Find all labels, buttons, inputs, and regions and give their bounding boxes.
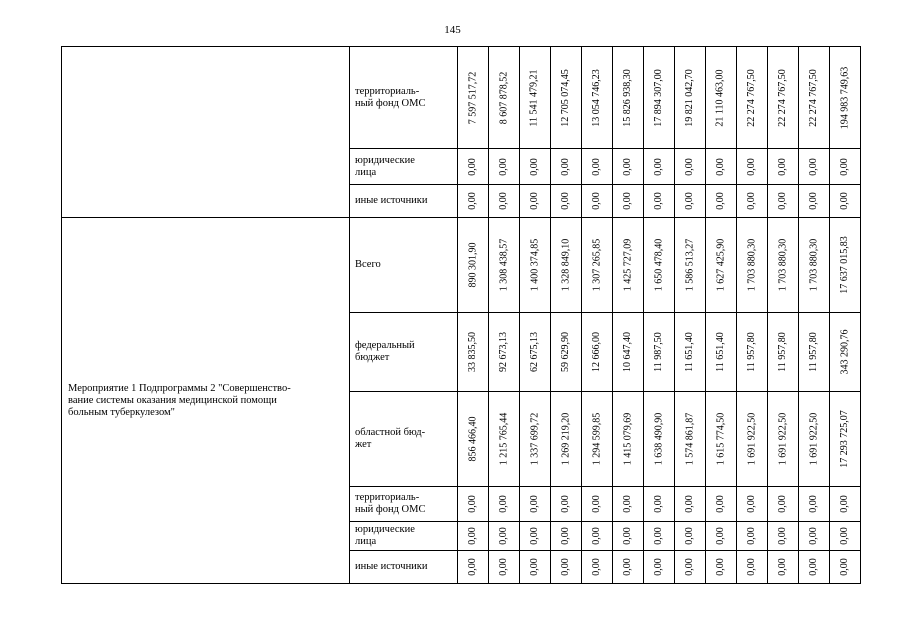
amount-value: 17 637 015,83 (839, 236, 850, 294)
amount-value: 8 607 878,52 (498, 71, 509, 124)
amount-value: 0,00 (622, 192, 633, 210)
amount-cell (675, 313, 706, 392)
amount-cell (551, 551, 582, 584)
amount-cell (582, 313, 613, 392)
amount-cell (613, 218, 644, 313)
amount-value: 11 541 479,21 (529, 68, 541, 127)
amount-value: 0,00 (839, 157, 850, 176)
amount-cell (551, 185, 582, 218)
amount-value: 0,00 (839, 192, 850, 210)
amount-cell (489, 392, 520, 487)
amount-value: 12 666,00 (591, 332, 602, 372)
amount-value: 890 301,90 (467, 242, 478, 288)
amount-value: 1 574 861,87 (684, 412, 695, 466)
funding-source-cell: иные источники (350, 551, 458, 584)
amount-cell (520, 551, 551, 584)
amount-value: 0,00 (591, 157, 602, 176)
amount-cell (706, 149, 737, 185)
amount-cell (458, 487, 489, 522)
amount-cell (582, 218, 613, 313)
amount-value: 0,00 (684, 157, 695, 176)
amount-value: 0,00 (467, 495, 478, 513)
amount-cell (613, 313, 644, 392)
funding-source-cell: областной бюд- жет (350, 392, 458, 487)
amount-value: 0,00 (746, 495, 757, 513)
amount-cell (706, 551, 737, 584)
amount-cell (737, 185, 768, 218)
amount-value: 0,00 (777, 558, 788, 576)
amount-cell (458, 551, 489, 584)
amount-cell (675, 487, 706, 522)
funding-source-cell: юридические лица (350, 522, 458, 551)
amount-value: 1 425 727,09 (622, 238, 633, 292)
amount-cell (520, 522, 551, 551)
amount-value: 0,00 (653, 527, 664, 545)
amount-value: 0,00 (808, 495, 819, 513)
amount-cell (830, 218, 861, 313)
amount-value: 1 307 265,85 (591, 238, 602, 292)
amount-value: 0,00 (498, 558, 509, 576)
event-name-cell (62, 47, 350, 218)
amount-cell (799, 47, 830, 149)
amount-value: 1 308 438,57 (498, 238, 509, 292)
amount-value: 0,00 (715, 527, 726, 545)
amount-cell (830, 392, 861, 487)
amount-value: 1 269 219,20 (560, 412, 571, 466)
amount-cell (768, 149, 799, 185)
amount-value: 1 294 599,85 (591, 412, 602, 466)
amount-cell (644, 551, 675, 584)
amount-cell (551, 392, 582, 487)
amount-value: 0,00 (839, 495, 850, 513)
amount-cell (644, 313, 675, 392)
amount-value: 0,00 (746, 192, 757, 210)
amount-value: 1 215 765,44 (498, 412, 509, 466)
amount-cell (644, 218, 675, 313)
amount-value: 0,00 (653, 192, 664, 210)
amount-value: 0,00 (653, 495, 664, 513)
amount-cell (520, 185, 551, 218)
amount-cell (489, 185, 520, 218)
table-row (62, 218, 861, 313)
amount-value: 0,00 (746, 527, 757, 545)
table-body (62, 47, 861, 584)
page-number: 145 (444, 24, 461, 36)
amount-cell (520, 487, 551, 522)
amount-value: 0,00 (622, 157, 633, 176)
amount-value: 0,00 (498, 527, 509, 545)
amount-cell (768, 551, 799, 584)
amount-cell (582, 487, 613, 522)
amount-cell (489, 149, 520, 185)
amount-value: 62 675,13 (529, 332, 540, 372)
amount-cell (675, 551, 706, 584)
amount-cell (613, 149, 644, 185)
amount-cell (551, 487, 582, 522)
amount-cell (520, 392, 551, 487)
amount-value: 0,00 (529, 157, 540, 176)
amount-value: 0,00 (808, 157, 819, 176)
amount-cell (675, 47, 706, 149)
amount-cell (458, 47, 489, 149)
amount-value: 11 651,40 (684, 332, 696, 372)
amount-value: 0,00 (467, 527, 478, 545)
amount-cell (830, 313, 861, 392)
amount-value: 856 466,40 (467, 416, 478, 462)
amount-cell (830, 185, 861, 218)
amount-value: 0,00 (746, 558, 757, 576)
amount-cell (520, 313, 551, 392)
amount-value: 0,00 (560, 157, 571, 176)
amount-value: 21 110 463,00 (715, 68, 727, 127)
amount-value: 0,00 (560, 558, 571, 576)
amount-value: 7 597 517,72 (467, 71, 478, 124)
amount-value: 0,00 (591, 495, 602, 513)
amount-cell (582, 47, 613, 149)
amount-cell (675, 149, 706, 185)
amount-cell (458, 522, 489, 551)
amount-cell (613, 392, 644, 487)
amount-cell (737, 392, 768, 487)
amount-value: 0,00 (622, 527, 633, 545)
amount-cell (799, 392, 830, 487)
amount-cell (489, 47, 520, 149)
amount-cell (799, 313, 830, 392)
amount-cell (830, 487, 861, 522)
amount-cell (799, 149, 830, 185)
amount-value: 0,00 (591, 558, 602, 576)
amount-cell (768, 487, 799, 522)
amount-value: 11 651,40 (715, 332, 727, 372)
amount-cell (520, 218, 551, 313)
amount-cell (799, 551, 830, 584)
amount-value: 0,00 (808, 558, 819, 576)
amount-cell (582, 149, 613, 185)
amount-cell (675, 218, 706, 313)
funding-source-cell: юридические лица (350, 149, 458, 185)
amount-cell (644, 185, 675, 218)
amount-value: 0,00 (715, 157, 726, 176)
amount-cell (582, 392, 613, 487)
amount-value: 0,00 (839, 527, 850, 545)
amount-value: 0,00 (808, 527, 819, 545)
amount-value: 12 705 074,45 (560, 68, 571, 127)
amount-value: 0,00 (715, 558, 726, 576)
amount-value: 0,00 (529, 527, 540, 545)
amount-value: 0,00 (529, 495, 540, 513)
amount-value: 0,00 (653, 558, 664, 576)
amount-cell (458, 218, 489, 313)
amount-value: 0,00 (839, 558, 850, 576)
funding-source-cell: иные источники (350, 185, 458, 218)
amount-cell (830, 47, 861, 149)
amount-value: 1 415 079,69 (622, 412, 633, 466)
amount-cell (644, 487, 675, 522)
amount-cell (489, 313, 520, 392)
amount-value: 0,00 (684, 527, 695, 545)
amount-cell (799, 487, 830, 522)
amount-value: 0,00 (622, 558, 633, 576)
amount-cell (458, 149, 489, 185)
amount-value: 0,00 (715, 495, 726, 513)
amount-cell (768, 392, 799, 487)
amount-value: 1 703 880,30 (808, 238, 819, 292)
amount-value: 0,00 (808, 192, 819, 210)
amount-cell (551, 313, 582, 392)
amount-value: 22 274 767,50 (808, 68, 819, 127)
amount-cell (737, 218, 768, 313)
amount-value: 11 957,80 (777, 332, 789, 372)
funding-source-cell: Всего (350, 218, 458, 313)
amount-cell (675, 522, 706, 551)
amount-value: 17 293 725,07 (839, 410, 850, 468)
event-name-cell: Мероприятие 1 Подпрограммы 2 "Совершенство- вание системы оказания медицинской помощи больным туберкулезом" (62, 218, 350, 584)
amount-cell (737, 313, 768, 392)
amount-cell (520, 47, 551, 149)
amount-value: 0,00 (591, 527, 602, 545)
amount-value: 0,00 (684, 192, 695, 210)
amount-cell (768, 313, 799, 392)
amount-value: 22 274 767,50 (746, 68, 757, 127)
amount-value: 1 703 880,30 (777, 238, 788, 292)
table-row (62, 47, 861, 149)
amount-cell (799, 522, 830, 551)
amount-value: 1 400 374,85 (529, 238, 540, 292)
amount-value: 0,00 (498, 192, 509, 210)
amount-value: 1 691 922,50 (746, 412, 757, 466)
amount-value: 0,00 (777, 157, 788, 176)
amount-cell (458, 185, 489, 218)
amount-cell (799, 185, 830, 218)
amount-cell (768, 522, 799, 551)
amount-value: 0,00 (560, 192, 571, 210)
amount-cell (613, 487, 644, 522)
amount-cell (458, 392, 489, 487)
amount-cell (458, 313, 489, 392)
amount-cell (799, 218, 830, 313)
amount-cell (489, 551, 520, 584)
amount-value: 0,00 (715, 192, 726, 210)
amount-value: 1 703 880,30 (746, 238, 757, 292)
amount-cell (613, 47, 644, 149)
amount-value: 0,00 (467, 192, 478, 210)
amount-value: 0,00 (684, 558, 695, 576)
amount-cell (489, 218, 520, 313)
amount-cell (706, 185, 737, 218)
amount-cell (489, 487, 520, 522)
amount-value: 0,00 (777, 495, 788, 513)
amount-cell (768, 47, 799, 149)
amount-cell (830, 149, 861, 185)
amount-cell (830, 551, 861, 584)
amount-value: 13 054 746,23 (591, 68, 602, 127)
amount-cell (675, 392, 706, 487)
amount-cell (613, 185, 644, 218)
amount-cell (551, 218, 582, 313)
amount-cell (706, 522, 737, 551)
amount-cell (551, 149, 582, 185)
amount-value: 1 328 849,10 (560, 238, 571, 292)
amount-value: 92 673,13 (498, 332, 509, 372)
amount-value: 194 983 749,63 (839, 66, 850, 129)
amount-cell (768, 185, 799, 218)
amount-value: 1 615 774,50 (715, 412, 726, 466)
amount-cell (706, 313, 737, 392)
amount-value: 0,00 (653, 157, 664, 176)
amount-cell (520, 149, 551, 185)
amount-cell (737, 551, 768, 584)
amount-cell (613, 551, 644, 584)
amount-cell (737, 522, 768, 551)
amount-cell (737, 47, 768, 149)
amount-cell (768, 218, 799, 313)
amount-value: 343 290,76 (839, 329, 850, 375)
amount-cell (582, 522, 613, 551)
amount-value: 0,00 (498, 157, 509, 176)
amount-value: 0,00 (746, 157, 757, 176)
amount-value: 1 638 490,90 (653, 412, 664, 466)
amount-cell (644, 522, 675, 551)
amount-cell (706, 487, 737, 522)
amount-cell (737, 149, 768, 185)
amount-cell (613, 522, 644, 551)
amount-cell (644, 149, 675, 185)
funding-source-cell: территориаль- ный фонд ОМС (350, 47, 458, 149)
amount-value: 0,00 (467, 157, 478, 176)
amount-value: 0,00 (560, 495, 571, 513)
amount-value: 0,00 (684, 495, 695, 513)
amount-value: 0,00 (777, 192, 788, 210)
amount-cell (675, 185, 706, 218)
amount-value: 19 821 042,70 (684, 68, 695, 127)
amount-cell (830, 522, 861, 551)
amount-cell (551, 522, 582, 551)
amount-cell (582, 551, 613, 584)
amount-value: 11 957,80 (746, 332, 758, 372)
amount-value: 1 691 922,50 (777, 412, 788, 466)
amount-cell (644, 47, 675, 149)
amount-value: 0,00 (591, 192, 602, 210)
amount-cell (737, 487, 768, 522)
amount-value: 1 337 699,72 (529, 412, 540, 466)
amount-value: 33 835,50 (467, 332, 478, 372)
amount-value: 0,00 (529, 558, 540, 576)
amount-value: 0,00 (467, 558, 478, 576)
amount-cell (551, 47, 582, 149)
amount-value: 1 627 425,90 (715, 238, 726, 292)
amount-cell (706, 218, 737, 313)
amount-value: 1 650 478,40 (653, 238, 664, 292)
amount-cell (489, 522, 520, 551)
funding-source-cell: территориаль- ный фонд ОМС (350, 487, 458, 522)
funding-table (61, 46, 861, 584)
amount-value: 0,00 (622, 495, 633, 513)
amount-cell (582, 185, 613, 218)
amount-value: 1 691 922,50 (808, 412, 819, 466)
amount-value: 0,00 (498, 495, 509, 513)
funding-source-cell: федеральный бюджет (350, 313, 458, 392)
amount-value: 0,00 (777, 527, 788, 545)
amount-value: 59 629,90 (560, 332, 571, 372)
amount-value: 11 987,50 (653, 332, 665, 372)
amount-value: 10 647,40 (622, 332, 633, 372)
amount-value: 15 826 938,30 (622, 68, 633, 127)
amount-value: 22 274 767,50 (777, 68, 788, 127)
amount-value: 0,00 (529, 192, 540, 210)
amount-cell (644, 392, 675, 487)
amount-value: 17 894 307,00 (653, 68, 664, 127)
amount-value: 1 586 513,27 (684, 238, 695, 292)
amount-cell (706, 47, 737, 149)
amount-value: 11 957,80 (808, 332, 820, 372)
amount-cell (706, 392, 737, 487)
amount-value: 0,00 (560, 527, 571, 545)
